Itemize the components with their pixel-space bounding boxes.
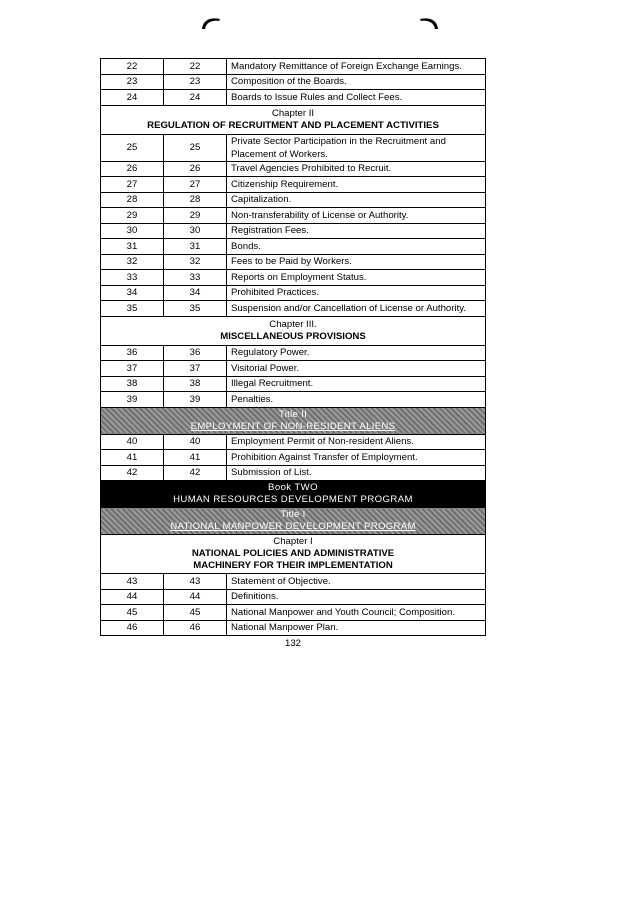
chapter-heading xyxy=(101,316,486,345)
table-row xyxy=(101,223,486,239)
article-title-line: Private Sector Participation in the Recruitment and xyxy=(231,135,446,147)
table-row xyxy=(101,285,486,301)
article-number: 45 xyxy=(101,605,164,621)
book-title: HUMAN RESOURCES DEVELOPMENT PROGRAM xyxy=(173,494,413,505)
table-row xyxy=(101,177,486,193)
article-title: Boards to Issue Rules and Collect Fees. xyxy=(227,90,486,106)
chapter-label: Chapter II xyxy=(271,107,315,119)
article-number: 32 xyxy=(101,254,164,270)
article-title: Capitalization. xyxy=(227,192,486,208)
table-row xyxy=(101,589,486,605)
new-article-number: 28 xyxy=(164,192,227,208)
article-title: Definitions. xyxy=(227,589,486,605)
title-label: Title I xyxy=(280,509,306,520)
new-article-number: 22 xyxy=(164,59,227,75)
new-article-number: 42 xyxy=(164,465,227,481)
chapter-title: MISCELLANEOUS PROVISIONS xyxy=(220,330,366,342)
new-article-number: 40 xyxy=(164,434,227,450)
title-heading xyxy=(101,407,486,434)
article-title: Prohibition Against Transfer of Employment. xyxy=(227,450,486,466)
article-title: Suspension and/or Cancellation of License or Authority. xyxy=(227,301,486,317)
article-number: 41 xyxy=(101,450,164,466)
article-number: 29 xyxy=(101,208,164,224)
chapter-heading xyxy=(101,105,486,134)
article-number: 35 xyxy=(101,301,164,317)
table-row xyxy=(101,270,486,286)
chapter-title-line: NATIONAL POLICIES AND ADMINISTRATIVE xyxy=(191,548,395,559)
article-title: Reports on Employment Status. xyxy=(227,270,486,286)
article-title: Composition of the Boards. xyxy=(227,74,486,90)
article-number: 44 xyxy=(101,589,164,605)
table-row xyxy=(101,161,486,177)
article-number: 43 xyxy=(101,574,164,590)
article-number: 22 xyxy=(101,59,164,75)
new-article-number: 43 xyxy=(164,574,227,590)
article-title: Regulatory Power. xyxy=(227,345,486,361)
article-number: 39 xyxy=(101,392,164,408)
new-article-number: 26 xyxy=(164,161,227,177)
article-number: 24 xyxy=(101,90,164,106)
new-article-number: 33 xyxy=(164,270,227,286)
new-article-number: 35 xyxy=(164,301,227,317)
table-row xyxy=(101,376,486,392)
new-article-number: 34 xyxy=(164,285,227,301)
article-number: 36 xyxy=(101,345,164,361)
new-article-number: 37 xyxy=(164,361,227,377)
article-title: Travel Agencies Prohibited to Recruit. xyxy=(227,161,486,177)
article-title: Visitorial Power. xyxy=(227,361,486,377)
article-title: Submission of List. xyxy=(227,465,486,481)
table-row xyxy=(101,239,486,255)
page-number: 132 xyxy=(284,638,301,649)
article-number: 23 xyxy=(101,74,164,90)
article-title: Fees to be Paid by Workers. xyxy=(227,254,486,270)
chapter-title: REGULATION OF RECRUITMENT AND PLACEMENT ACTIVITIES xyxy=(147,119,439,131)
article-number: 33 xyxy=(101,270,164,286)
table-row xyxy=(101,361,486,377)
article-number: 31 xyxy=(101,239,164,255)
title-heading xyxy=(101,508,486,535)
new-article-number: 25 xyxy=(164,134,227,161)
article-title: Mandatory Remittance of Foreign Exchange Earnings. xyxy=(227,59,486,75)
article-table xyxy=(100,58,486,636)
table-row xyxy=(101,74,486,90)
article-number: 25 xyxy=(101,134,164,161)
article-number: 40 xyxy=(101,434,164,450)
table-row xyxy=(101,465,486,481)
article-title: Penalties. xyxy=(227,392,486,408)
new-article-number: 45 xyxy=(164,605,227,621)
new-article-number: 31 xyxy=(164,239,227,255)
article-number: 34 xyxy=(101,285,164,301)
title-name: EMPLOYMENT OF NON-RESIDENT ALIENS xyxy=(190,420,396,432)
toc-page xyxy=(100,58,486,649)
new-article-number: 39 xyxy=(164,392,227,408)
chapter-label: Chapter III. xyxy=(269,318,317,330)
table-row xyxy=(101,392,486,408)
article-title: Non-transferability of License or Authority. xyxy=(227,208,486,224)
article-title: Statement of Objective. xyxy=(227,574,486,590)
article-title: Prohibited Practices. xyxy=(227,285,486,301)
article-title: Illegal Recruitment. xyxy=(227,376,486,392)
new-article-number: 29 xyxy=(164,208,227,224)
table-row xyxy=(101,192,486,208)
article-number: 30 xyxy=(101,223,164,239)
table-row xyxy=(101,90,486,106)
table-row xyxy=(101,434,486,450)
chapter-label: Chapter I xyxy=(273,536,313,547)
article-title-line: Placement of Workers. xyxy=(231,148,328,160)
article-number: 38 xyxy=(101,376,164,392)
title-label: Title II xyxy=(278,408,308,420)
chapter-title-line: MACHINERY FOR THEIR IMPLEMENTATION xyxy=(193,560,393,571)
article-number: 37 xyxy=(101,361,164,377)
table-row xyxy=(101,345,486,361)
binder-mark-right-icon xyxy=(418,16,440,30)
new-article-number: 46 xyxy=(164,620,227,636)
new-article-number: 32 xyxy=(164,254,227,270)
article-number: 27 xyxy=(101,177,164,193)
new-article-number: 36 xyxy=(164,345,227,361)
article-title: Bonds. xyxy=(227,239,486,255)
table-row xyxy=(101,208,486,224)
article-title: Citizenship Requirement. xyxy=(227,177,486,193)
table-row xyxy=(101,605,486,621)
title-name: NATIONAL MANPOWER DEVELOPMENT PROGRAM xyxy=(170,521,416,532)
table-row xyxy=(101,450,486,466)
new-article-number: 24 xyxy=(164,90,227,106)
table-row xyxy=(101,620,486,636)
table-row xyxy=(101,134,486,161)
table-row xyxy=(101,574,486,590)
article-title: Employment Permit of Non-resident Aliens. xyxy=(227,434,486,450)
binder-mark-left-icon xyxy=(200,16,222,30)
new-article-number: 44 xyxy=(164,589,227,605)
table-row xyxy=(101,301,486,317)
article-title: Registration Fees. xyxy=(227,223,486,239)
new-article-number: 27 xyxy=(164,177,227,193)
new-article-number: 41 xyxy=(164,450,227,466)
article-number: 46 xyxy=(101,620,164,636)
table-row xyxy=(101,254,486,270)
article-number: 28 xyxy=(101,192,164,208)
article-title: National Manpower and Youth Council; Composition. xyxy=(227,605,486,621)
new-article-number: 38 xyxy=(164,376,227,392)
article-title xyxy=(227,134,486,161)
new-article-number: 23 xyxy=(164,74,227,90)
article-title: National Manpower Plan. xyxy=(227,620,486,636)
new-article-number: 30 xyxy=(164,223,227,239)
book-label: Book TWO xyxy=(268,482,318,493)
chapter-heading xyxy=(101,535,486,574)
article-number: 26 xyxy=(101,161,164,177)
book-heading xyxy=(101,481,486,508)
table-row xyxy=(101,59,486,75)
article-number: 42 xyxy=(101,465,164,481)
